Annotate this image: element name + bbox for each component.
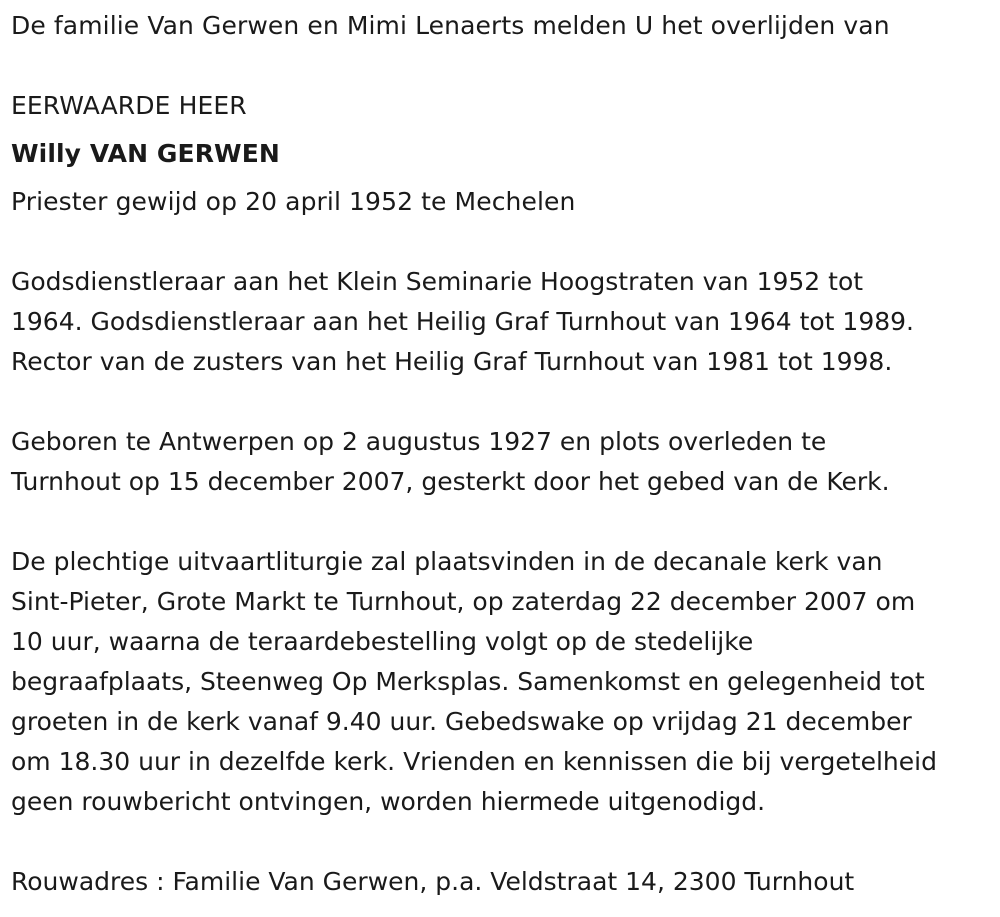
- paragraph-line: Rector van de zusters van het Heilig Graf Turnhout van 1981 tot 1998.: [11, 347, 893, 376]
- career-paragraph: [11, 262, 914, 382]
- address-line: [11, 862, 854, 902]
- mourning-address: Rouwadres : Familie Van Gerwen, p.a. Veldstraat 14, 2300 Turnhout: [11, 867, 855, 896]
- paragraph-line: Geboren te Antwerpen op 2 augustus 1927 en plots overleden te: [11, 427, 827, 456]
- paragraph-line: Sint-Pieter, Grote Markt te Turnhout, op zaterdag 22 december 2007 om: [11, 587, 916, 616]
- ordination-text: Priester gewijd op 20 april 1952 te Mechelen: [11, 187, 576, 216]
- paragraph-line: Turnhout op 15 december 2007, gesterkt door het gebed van de Kerk.: [11, 467, 890, 496]
- life-paragraph: [11, 422, 890, 502]
- paragraph-line: 10 uur, waarna de teraardebestelling volgt op de stedelijke: [11, 627, 754, 656]
- paragraph-line: om 18.30 uur in dezelfde kerk. Vrienden en kennissen die bij vergetelheid: [11, 747, 937, 776]
- funeral-paragraph: [11, 542, 937, 822]
- paragraph-line: begraafplaats, Steenweg Op Merksplas. Samenkomst en gelegenheid tot: [11, 667, 925, 696]
- paragraph-line: De plechtige uitvaartliturgie zal plaatsvinden in de decanale kerk van: [11, 547, 883, 576]
- paragraph-line: groeten in de kerk vanaf 9.40 uur. Gebedswake op vrijdag 21 december: [11, 707, 912, 736]
- honorific-title: EERWAARDE HEER: [11, 91, 247, 120]
- paragraph-line: Godsdienstleraar aan het Klein Seminarie Hoogstraten van 1952 tot: [11, 267, 864, 296]
- paragraph-line: geen rouwbericht ontvingen, worden hiermede uitgenodigd.: [11, 787, 766, 816]
- intro-text: De familie Van Gerwen en Mimi Lenaerts melden U het overlijden van: [11, 11, 890, 40]
- deceased-name: Willy VAN GERWEN: [11, 139, 280, 168]
- paragraph-line: 1964. Godsdienstleraar aan het Heilig Graf Turnhout van 1964 tot 1989.: [11, 307, 915, 336]
